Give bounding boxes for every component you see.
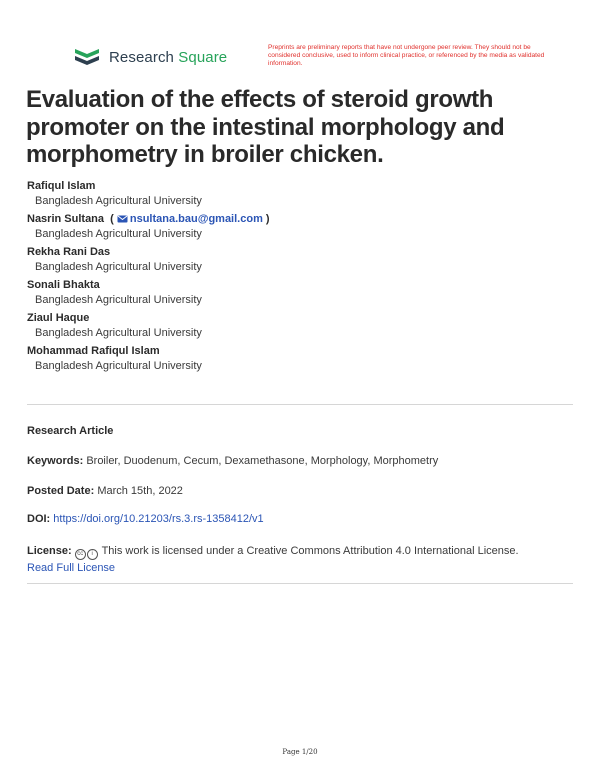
- author-item: [27, 246, 567, 274]
- logo-text: Research Square: [109, 48, 228, 66]
- author-item: [27, 279, 567, 307]
- author-name: Sonali Bhakta: [27, 279, 100, 291]
- author-affiliation: Bangladesh Agricultural University: [35, 261, 202, 273]
- license-text: This work is licensed under a Creative Commons Attribution 4.0 International License.: [101, 545, 519, 557]
- author-item: [27, 213, 567, 241]
- license: License: cc i This work is licensed under a Creative Commons Attribution 4.0 International License. Read Full License: [27, 545, 519, 574]
- divider: [27, 583, 573, 584]
- doi: DOI: https://doi.org/10.21203/rs.3.rs-1358412/v1: [27, 513, 264, 525]
- author-item: [27, 312, 567, 340]
- posted-date-value: March 15th, 2022: [97, 485, 183, 497]
- doi-link[interactable]: https://doi.org/10.21203/rs.3.rs-1358412/v1: [53, 513, 264, 525]
- author-affiliation: Bangladesh Agricultural University: [35, 195, 202, 207]
- author-item: [27, 180, 567, 208]
- research-square-logo-icon: [73, 46, 101, 68]
- research-square-logo[interactable]: [73, 46, 227, 68]
- by-icon: i: [87, 549, 98, 560]
- author-name: Ziaul Haque: [27, 312, 90, 324]
- envelope-icon: [117, 215, 128, 223]
- author-name: Rekha Rani Das: [27, 246, 111, 258]
- paper-title: Evaluation of the effects of steroid growth promoter on the intestinal morphology and morphometry in broiler chicken.: [26, 86, 505, 168]
- keywords-value: Broiler, Duodenum, Cecum, Dexamethasone, Morphology, Morphometry: [86, 455, 439, 467]
- posted-date: Posted Date: March 15th, 2022: [27, 485, 183, 497]
- read-full-license-link[interactable]: Read Full License: [27, 562, 116, 574]
- page-number: Page 1/20: [282, 748, 318, 756]
- author-item: [27, 345, 567, 373]
- divider: [27, 404, 573, 405]
- author-affiliation: Bangladesh Agricultural University: [35, 294, 202, 306]
- preprint-disclaimer: Preprints are preliminary reports that have not undergone peer review. They should not be considered conclusive, used to inform clinical practice, or referenced by the media as validated information.: [268, 44, 545, 67]
- author-email-link[interactable]: nsultana.bau@gmail.com: [129, 213, 263, 225]
- author-affiliation: Bangladesh Agricultural University: [35, 228, 202, 240]
- article-type: Research Article: [27, 425, 114, 437]
- author-name: Nasrin Sultana ( nsultana.bau@gmail.com ): [27, 213, 270, 225]
- author-name: Mohammad Rafiqul Islam: [27, 345, 160, 357]
- author-affiliation: Bangladesh Agricultural University: [35, 327, 202, 339]
- cc-icon: cc: [75, 549, 86, 560]
- author-name: Rafiqul Islam: [27, 180, 96, 192]
- author-list: [27, 180, 567, 378]
- author-affiliation: Bangladesh Agricultural University: [35, 360, 202, 372]
- keywords: Keywords: Broiler, Duodenum, Cecum, Dexamethasone, Morphology, Morphometry: [27, 455, 439, 467]
